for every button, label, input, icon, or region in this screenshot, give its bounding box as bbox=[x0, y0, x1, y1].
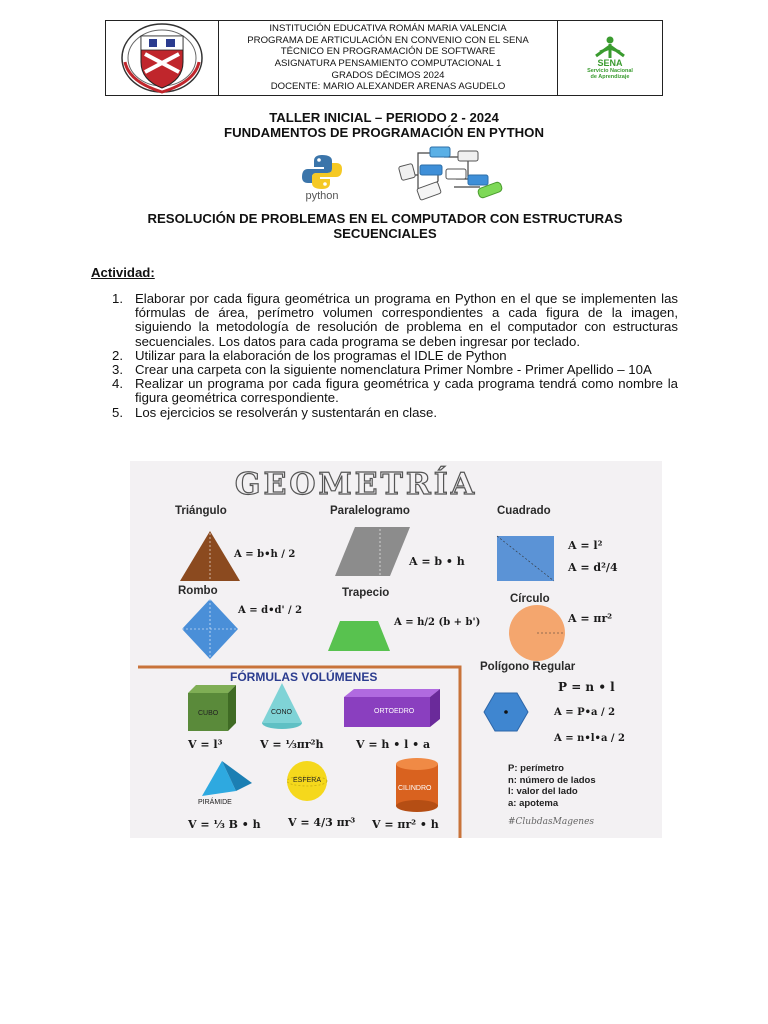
parallelogram-shape bbox=[335, 527, 410, 576]
pyramid-tag: PIRÁMIDE bbox=[198, 799, 232, 806]
legend-item: n: número de lados bbox=[508, 774, 596, 786]
trapezoid-shape bbox=[328, 621, 390, 651]
polygon-formula-3: A = n•l•a / 2 bbox=[554, 733, 626, 744]
institution-text-block bbox=[219, 21, 558, 95]
header-line: GRADOS DÉCIMOS 2024 bbox=[331, 69, 445, 81]
pyramid-formula: V = ⅓ B • h bbox=[188, 818, 261, 831]
section-subtitle: RESOLUCIÓN DE PROBLEMAS EN EL COMPUTADOR CON ESTRUCTURAS SECUENCIALES bbox=[147, 211, 623, 241]
header-line: DOCENTE: MARIO ALEXANDER ARENAS AGUDELO bbox=[270, 81, 506, 93]
list-item-text: Elaborar por cada figura geométrica un programa en Python en el que se implementen las fórmulas de área, perímetro volumen correspondientes a cada figura de la imagen, siguiendo la metodología de resolución de problema en el computador con estructuras secuenciales. Los datos para cada programa se deben ingresar por teclado. bbox=[135, 291, 678, 349]
sena-logo-word: SENA bbox=[597, 58, 623, 68]
activity-heading: Actividad: bbox=[91, 265, 155, 280]
school-crest-logo bbox=[119, 22, 205, 94]
cone-formula: V = ⅓πr²h bbox=[260, 738, 324, 751]
list-item-number: 5. bbox=[112, 404, 123, 420]
legend-item: P: perímetro bbox=[508, 763, 564, 774]
sena-logo-sub-line: de Aprendizaje bbox=[590, 74, 630, 80]
square-formula-1: A = l² bbox=[568, 539, 603, 552]
header-line: TÉCNICO EN PROGRAMACIÓN DE SOFTWARE bbox=[280, 46, 496, 58]
prism-formula: V = h • l • a bbox=[356, 738, 431, 751]
list-item bbox=[112, 377, 678, 405]
polygon-formula-2: A = P•a / 2 bbox=[554, 707, 616, 718]
sena-logo-cell bbox=[558, 21, 662, 95]
geometry-infographic bbox=[130, 461, 662, 838]
list-item bbox=[112, 349, 678, 363]
header-line: ASIGNATURA PENSAMIENTO COMPUTACIONAL 1 bbox=[274, 58, 502, 69]
sphere-formula: V = 4/3 πr³ bbox=[288, 816, 356, 829]
list-item-number: 4. bbox=[112, 376, 123, 392]
square-label: Cuadrado bbox=[497, 505, 551, 517]
circle-formula: A = πr² bbox=[568, 612, 613, 625]
cylinder-bottom bbox=[396, 800, 438, 812]
sphere-tag: ESFERA bbox=[293, 777, 322, 784]
header-table bbox=[105, 20, 663, 96]
cube-side-face bbox=[228, 685, 236, 731]
parallelogram-label: Paralelogramo bbox=[330, 505, 410, 517]
list-item-number: 1. bbox=[112, 291, 123, 306]
parallelogram-formula: A = b • h bbox=[409, 555, 465, 568]
sena-logo bbox=[587, 36, 633, 80]
polygon-label: Polígono Regular bbox=[480, 661, 576, 673]
list-item bbox=[112, 406, 678, 420]
trapezoid-formula: A = h/2 (b + b') bbox=[394, 617, 481, 628]
rhombus-label: Rombo bbox=[178, 585, 218, 597]
cone-tag: CONO bbox=[271, 709, 292, 716]
prism-tag: ORTOEDRO bbox=[374, 708, 415, 715]
python-logo bbox=[292, 151, 352, 203]
list-item-text: Realizar un programa por cada figura geométrica y cada programa tendrá como nombre la figura geométrica correspondiente. bbox=[135, 376, 678, 406]
list-item-number: 3. bbox=[112, 362, 123, 378]
list-item bbox=[112, 363, 678, 377]
document-subject: FUNDAMENTOS DE PROGRAMACIÓN EN PYTHON bbox=[224, 125, 544, 140]
header-line: PROGRAMA DE ARTICULACIÓN EN CONVENIO CON EL SENA bbox=[247, 34, 529, 46]
list-item-text: Crear una carpeta con la siguiente nomenclatura Primer Nombre - Primer Apellido – 10A bbox=[135, 362, 652, 378]
polygon-formula-1: P = n • l bbox=[558, 680, 615, 694]
python-logo-text: python bbox=[305, 190, 339, 202]
cylinder-formula: V = πr² • h bbox=[372, 818, 439, 831]
list-item-text: Utilizar para la elaboración de los programas el IDLE de Python bbox=[135, 347, 507, 363]
cube-top-face bbox=[188, 685, 236, 693]
geometry-title: GEOMETRÍA bbox=[234, 467, 478, 502]
rhombus-formula: A = d•d' / 2 bbox=[238, 605, 303, 616]
cylinder-top bbox=[396, 758, 438, 770]
square-formula-2: A = d²/4 bbox=[568, 561, 618, 574]
circle-label: Círculo bbox=[510, 593, 550, 605]
prism-top-face bbox=[344, 689, 440, 697]
document-title: TALLER INICIAL – PERIODO 2 - 2024 bbox=[269, 110, 499, 125]
cylinder-tag: CILINDRO bbox=[398, 785, 432, 792]
flowchart-illustration bbox=[398, 145, 506, 205]
legend-item: l: valor del lado bbox=[508, 786, 578, 797]
sena-logo-subtitle bbox=[587, 68, 633, 80]
cone-shape bbox=[262, 683, 302, 723]
polygon-legend bbox=[508, 763, 596, 809]
legend-item: a: apotema bbox=[508, 797, 559, 809]
triangle-formula: A = b•h / 2 bbox=[234, 549, 296, 560]
author-signature: #ClubdasMagenes bbox=[508, 817, 595, 827]
list-item-number: 2. bbox=[112, 347, 123, 363]
sena-emblem-icon bbox=[590, 36, 630, 58]
cube-formula: V = l³ bbox=[188, 738, 223, 751]
list-item bbox=[112, 292, 678, 349]
list-item-text: Los ejercicios se resolverán y sustentarán en clase. bbox=[135, 404, 437, 420]
header-line: INSTITUCIÓN EDUCATIVA ROMÁN MARIA VALENCIA bbox=[269, 23, 507, 35]
trapezoid-label: Trapecio bbox=[342, 587, 390, 599]
sena-logo-sub-line: Servicio Nacional bbox=[587, 68, 633, 74]
triangle-label: Triángulo bbox=[175, 505, 227, 517]
school-crest-cell bbox=[106, 21, 219, 95]
volumes-title: FÓRMULAS VOLÚMENES bbox=[230, 670, 378, 684]
activity-list bbox=[112, 292, 678, 420]
cube-tag: CUBO bbox=[198, 710, 219, 717]
